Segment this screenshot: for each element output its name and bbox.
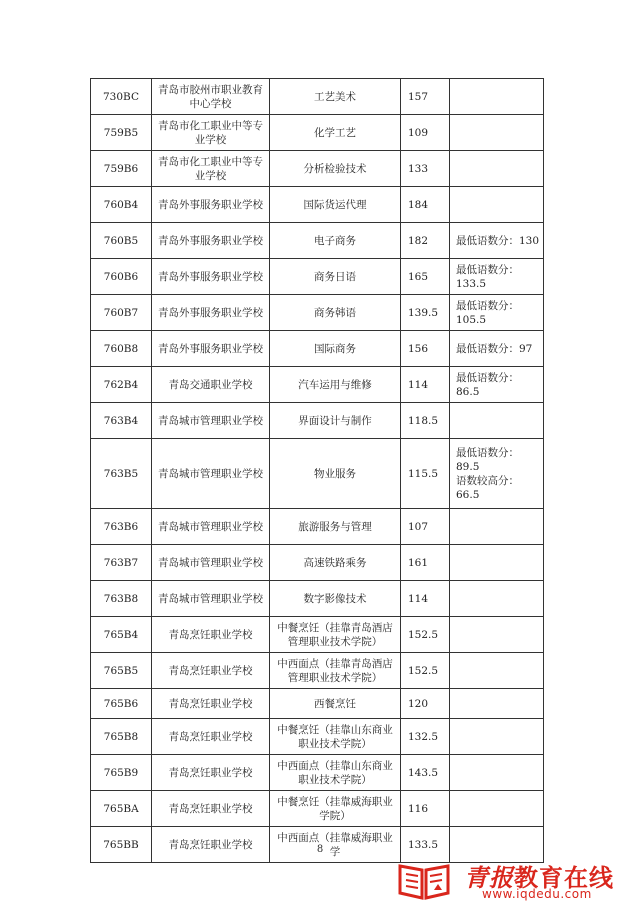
major-name-cell: 电子商务 [270,223,401,259]
school-name-cell: 青岛外事服务职业学校 [152,259,270,295]
min-score-cell: 115.5 [401,439,450,509]
major-name-cell: 数字影像技术 [270,581,401,617]
table-body [91,79,544,863]
remark-cell [450,545,544,581]
major-name-cell: 物业服务 [270,439,401,509]
admission-score-table [90,78,544,863]
major-code-cell: 765B8 [91,719,152,755]
major-code-cell: 730BC [91,79,152,115]
major-name-cell: 商务日语 [270,259,401,295]
remark-cell [450,791,544,827]
major-name-cell: 汽车运用与维修 [270,367,401,403]
major-name-cell: 西餐烹饪 [270,689,401,719]
major-code-cell: 760B4 [91,187,152,223]
major-name-cell: 国际货运代理 [270,187,401,223]
min-score-cell: 132.5 [401,719,450,755]
brand-name-rest: 教育在线 [514,864,614,892]
major-code-cell: 760B5 [91,223,152,259]
table-row [91,223,544,259]
major-name-cell: 旅游服务与管理 [270,509,401,545]
remark-cell [450,617,544,653]
remark-cell [450,151,544,187]
table-row [91,295,544,331]
school-name-cell: 青岛烹饪职业学校 [152,827,270,863]
table-row [91,79,544,115]
major-code-cell: 759B6 [91,151,152,187]
school-name-cell: 青岛烹饪职业学校 [152,791,270,827]
remark-cell [450,259,544,295]
table-row [91,581,544,617]
remark-cell [450,689,544,719]
school-name-cell: 青岛外事服务职业学校 [152,295,270,331]
remark-line: 133.5 [456,277,487,290]
school-name-cell: 青岛城市管理职业学校 [152,439,270,509]
major-code-cell: 760B6 [91,259,152,295]
school-name-cell: 青岛交通职业学校 [152,367,270,403]
school-name-cell: 青岛外事服务职业学校 [152,187,270,223]
major-name-cell: 中西面点（挂靠威海职业学 [270,827,401,863]
remark-line: 最低语数分： [456,299,519,312]
remark-cell [450,295,544,331]
major-name-cell: 中餐烹饪（挂靠山东商业职业技术学院） [270,719,401,755]
min-score-cell: 114 [401,581,450,617]
school-name-cell: 青岛市化工职业中等专业学校 [152,151,270,187]
remark-cell [450,187,544,223]
min-score-cell: 184 [401,187,450,223]
school-name-cell: 青岛市胶州市职业教育中心学校 [152,79,270,115]
remark-line: 86.5 [456,385,480,398]
min-score-cell: 133 [401,151,450,187]
major-code-cell: 763B4 [91,403,152,439]
major-name-cell: 中西面点（挂靠青岛酒店管理职业技术学院） [270,653,401,689]
remark-cell [450,403,544,439]
major-name-cell: 化学工艺 [270,115,401,151]
min-score-cell: 182 [401,223,450,259]
table-row [91,755,544,791]
table-row [91,439,544,509]
remark-cell [450,509,544,545]
major-code-cell: 765B4 [91,617,152,653]
school-name-cell: 青岛烹饪职业学校 [152,719,270,755]
remark-line: 89.5 [456,460,480,473]
table-row [91,617,544,653]
min-score-cell: 118.5 [401,403,450,439]
major-code-cell: 760B8 [91,331,152,367]
table-row [91,653,544,689]
remark-cell [450,331,544,367]
major-name-cell: 工艺美术 [270,79,401,115]
remark-line: 105.5 [456,313,487,326]
table-row [91,331,544,367]
school-name-cell: 青岛烹饪职业学校 [152,689,270,719]
remark-line: 最低语数分：97 [456,342,533,355]
major-code-cell: 760B7 [91,295,152,331]
min-score-cell: 161 [401,545,450,581]
major-code-cell: 765BA [91,791,152,827]
major-name-cell: 中餐烹饪（挂靠青岛酒店管理职业技术学院） [270,617,401,653]
min-score-cell: 114 [401,367,450,403]
school-name-cell: 青岛外事服务职业学校 [152,331,270,367]
remark-line: 66.5 [456,488,480,501]
school-name-cell: 青岛烹饪职业学校 [152,617,270,653]
remark-cell [450,79,544,115]
min-score-cell: 165 [401,259,450,295]
remark-cell [450,653,544,689]
remark-cell [450,439,544,509]
major-name-cell: 商务韩语 [270,295,401,331]
min-score-cell: 133.5 [401,827,450,863]
min-score-cell: 152.5 [401,653,450,689]
min-score-cell: 143.5 [401,755,450,791]
table-row [91,403,544,439]
table-row [91,719,544,755]
page-number: 8 [316,844,324,855]
table-row [91,689,544,719]
brand-url: www.iqdedu.com [482,887,592,901]
major-code-cell: 763B5 [91,439,152,509]
remark-line: 最低语数分： [456,263,519,276]
min-score-cell: 107 [401,509,450,545]
remark-line: 最低语数分： [456,446,519,459]
major-name-cell: 中西面点（挂靠山东商业职业技术学院） [270,755,401,791]
open-book-icon [396,860,452,900]
remark-cell [450,755,544,791]
table-row [91,367,544,403]
remark-line: 最低语数分： [456,371,519,384]
major-code-cell: 765B5 [91,653,152,689]
major-name-cell: 界面设计与制作 [270,403,401,439]
table-row [91,509,544,545]
brand-watermark [396,858,632,902]
school-name-cell: 青岛城市管理职业学校 [152,509,270,545]
school-name-cell: 青岛城市管理职业学校 [152,545,270,581]
school-name-cell: 青岛城市管理职业学校 [152,581,270,617]
min-score-cell: 120 [401,689,450,719]
table-row [91,259,544,295]
major-name-cell: 国际商务 [270,331,401,367]
table-row [91,151,544,187]
major-code-cell: 759B5 [91,115,152,151]
major-code-cell: 765BB [91,827,152,863]
major-code-cell: 763B6 [91,509,152,545]
remark-cell [450,581,544,617]
remark-line: 语数较高分： [456,474,519,487]
table-row [91,791,544,827]
min-score-cell: 156 [401,331,450,367]
school-name-cell: 青岛烹饪职业学校 [152,755,270,791]
brand-name-first: 青报 [464,864,514,892]
table-row [91,115,544,151]
min-score-cell: 139.5 [401,295,450,331]
major-code-cell: 763B7 [91,545,152,581]
min-score-cell: 109 [401,115,450,151]
major-name-cell: 高速铁路乘务 [270,545,401,581]
major-code-cell: 762B4 [91,367,152,403]
school-name-cell: 青岛外事服务职业学校 [152,223,270,259]
major-code-cell: 765B6 [91,689,152,719]
major-name-cell: 分析检验技术 [270,151,401,187]
major-code-cell: 765B9 [91,755,152,791]
school-name-cell: 青岛烹饪职业学校 [152,653,270,689]
major-name-cell: 中餐烹饪（挂靠威海职业学院） [270,791,401,827]
min-score-cell: 157 [401,79,450,115]
major-code-cell: 763B8 [91,581,152,617]
table-row [91,187,544,223]
school-name-cell: 青岛城市管理职业学校 [152,403,270,439]
school-name-cell: 青岛市化工职业中等专业学校 [152,115,270,151]
remark-line: 最低语数分：130 [456,234,540,247]
remark-cell [450,223,544,259]
remark-cell [450,115,544,151]
remark-cell [450,719,544,755]
min-score-cell: 116 [401,791,450,827]
min-score-cell: 152.5 [401,617,450,653]
table-row [91,545,544,581]
remark-cell [450,367,544,403]
